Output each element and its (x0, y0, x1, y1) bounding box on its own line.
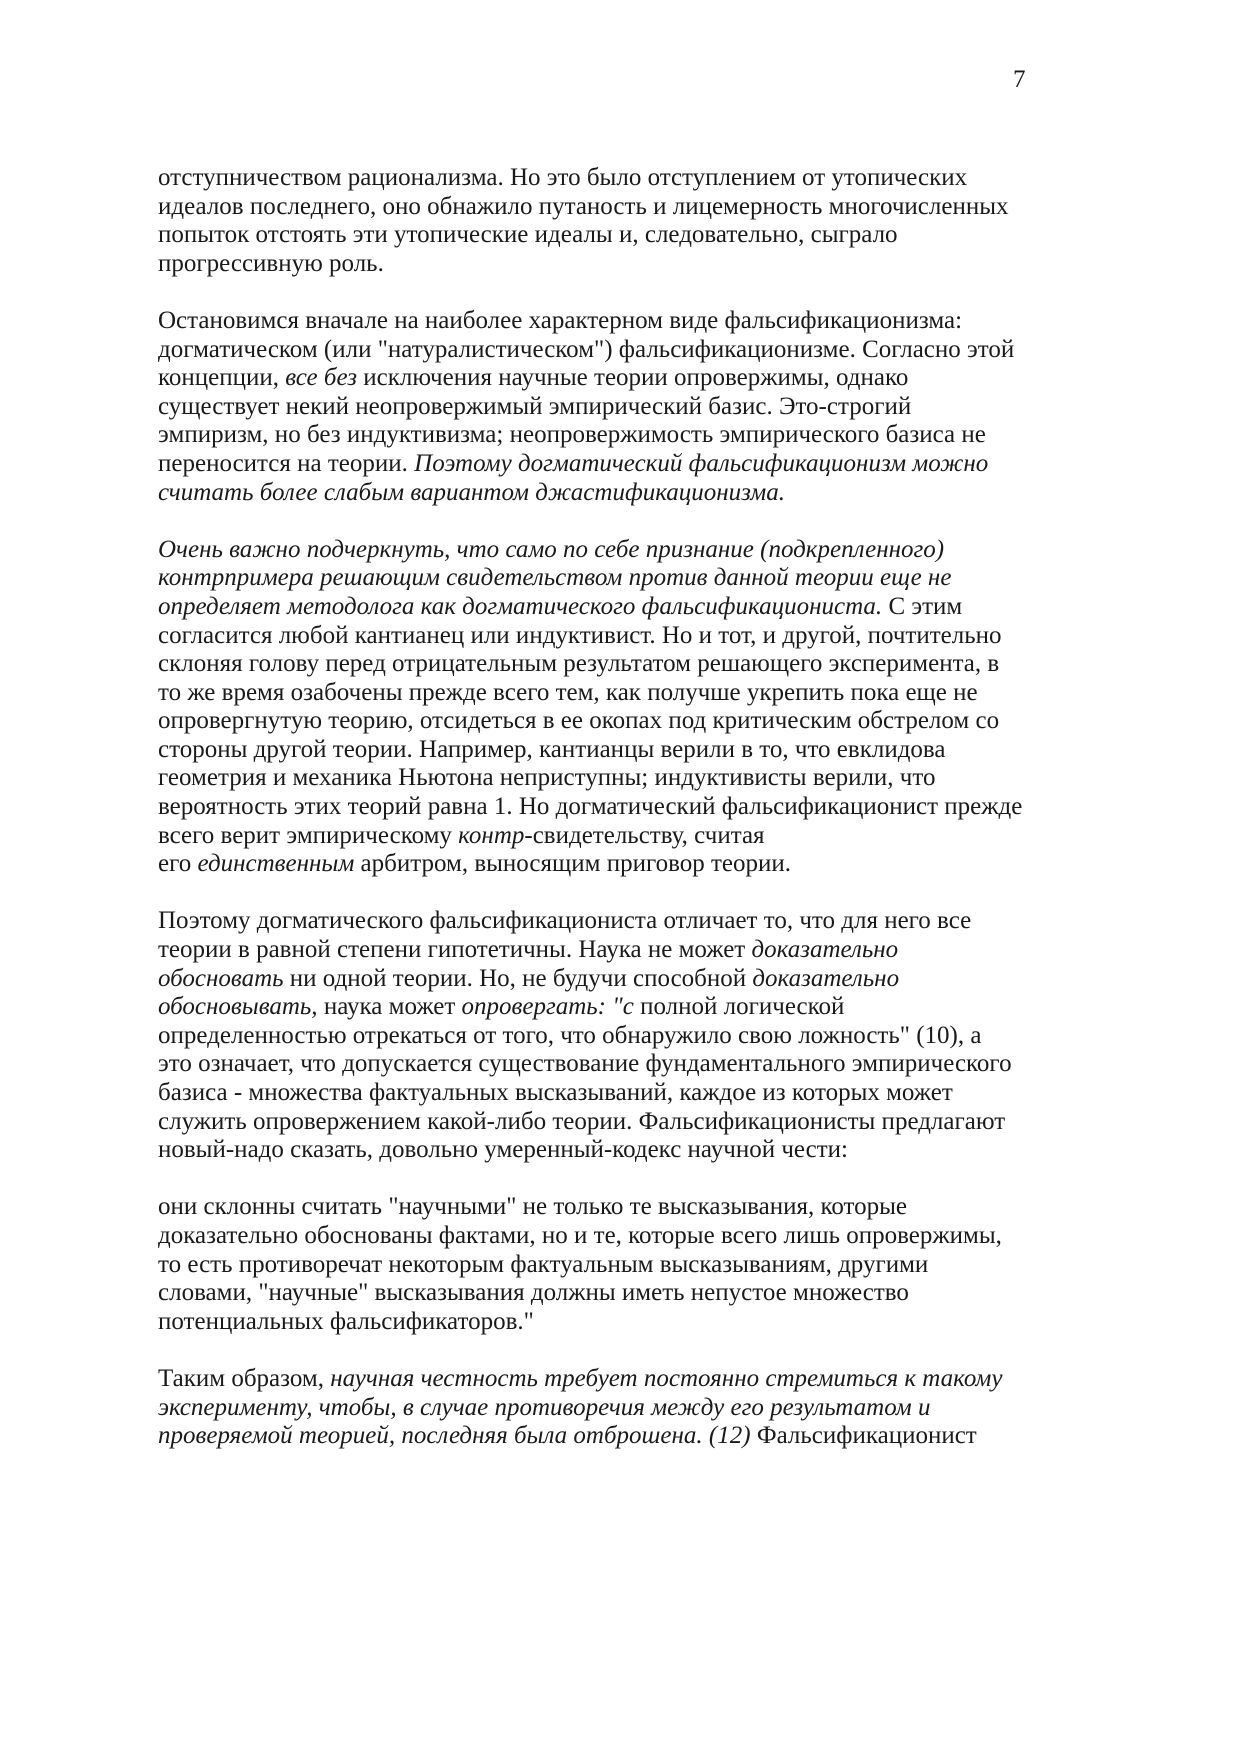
text-run: они склонны считать "научными" не только те высказывания, которые (158, 1193, 908, 1221)
text-run: потенциальных фальсификаторов." (158, 1307, 534, 1335)
text-line (158, 421, 1158, 450)
paragraph (158, 536, 1158, 879)
text-line (158, 1308, 1158, 1337)
text-line (158, 164, 1158, 193)
text-line (158, 536, 1158, 565)
text-line (158, 193, 1158, 222)
text-run: переносится на теории. (158, 449, 415, 477)
text-run: Остановимся вначале на наиболее характерном виде фальсификационизма: (158, 306, 963, 334)
text-line (158, 650, 1158, 679)
text-run: служить опровержением какой-либо теории. Фальсификационисты предлагают (158, 1107, 1006, 1135)
text-run: Таким образом, (158, 1364, 331, 1392)
text-run: геометрия и механика Ньютона неприступны; индуктивисты верили, что (158, 764, 936, 792)
text-run: теории в равной степени гипотетичны. Наука не может (158, 936, 752, 964)
page-number: 7 (1013, 66, 1026, 93)
text-run: наука может (317, 993, 462, 1021)
text-line (158, 622, 1158, 651)
text-run: полной логической (633, 993, 845, 1021)
text-line (158, 307, 1158, 336)
italic-text-run: единственным (197, 850, 355, 878)
italic-text-run: научная честность требует постоянно стремиться к такому (330, 1364, 1003, 1392)
text-run: эмпиризм, но без индуктивизма; неопровержимость эмпирического базиса не (158, 421, 986, 449)
text-line (158, 936, 1158, 965)
text-line (158, 907, 1158, 936)
text-line (158, 1079, 1158, 1108)
text-line (158, 793, 1158, 822)
text-line (158, 736, 1158, 765)
body-text (158, 164, 1158, 1479)
text-run: словами, "научные" высказывания должны иметь непустое множество (158, 1279, 909, 1307)
italic-text-run: обосновать (158, 964, 284, 992)
text-line (158, 1193, 1158, 1222)
text-line (158, 1222, 1158, 1251)
italic-text-run: проверяемой теорией, последняя была отброшена. (12) (158, 1422, 751, 1450)
text-line (158, 1108, 1158, 1137)
text-line (158, 1050, 1158, 1079)
text-run: прогрессивную роль. (158, 249, 384, 277)
italic-text-run: эксперименту, чтобы, в случае противоречия между его результатом и (158, 1393, 931, 1421)
text-run: базиса - множества фактуальных высказываний, каждое из которых может (158, 1079, 953, 1106)
text-line (158, 993, 1158, 1022)
text-run: арбитром, выносящим приговор теории. (354, 850, 792, 878)
text-line (158, 1136, 1158, 1165)
text-line (158, 822, 1158, 851)
italic-text-run: доказательно (752, 964, 900, 992)
text-line (158, 250, 1158, 279)
text-run: это означает, что допускается существование фундаментального эмпирического (158, 1050, 1012, 1078)
italic-text-run: обосновывать, (158, 993, 318, 1021)
text-run: склоняя голову перед отрицательным результатом решающего эксперимента, в (158, 650, 1000, 678)
text-line (158, 1365, 1158, 1394)
paragraph (158, 907, 1158, 1164)
italic-text-run: доказательно (751, 936, 899, 964)
italic-text-run: все без (285, 364, 357, 392)
text-line (158, 707, 1158, 736)
text-line (158, 479, 1158, 508)
text-line (158, 564, 1158, 593)
text-run: концепции, (158, 364, 286, 392)
italic-text-run: контр (458, 821, 525, 849)
text-line (158, 393, 1158, 422)
paragraph (158, 307, 1158, 507)
text-line (158, 450, 1158, 479)
text-run: догматическом (или "натуралистическом") фальсификационизме. Согласно этой (158, 335, 1015, 363)
paragraph (158, 1193, 1158, 1336)
text-line (158, 1022, 1158, 1051)
text-run: Поэтому догматического фальсификациониста отличает то, что для него все (158, 907, 972, 935)
text-run: идеалов последнего, оно обнажило путаность и лицемерность многочисленных (158, 192, 1009, 220)
text-line (158, 679, 1158, 708)
text-run: согласится любой кантианец или индуктивист. Но и тот, и другой, почтительно (158, 621, 1002, 649)
text-line (158, 1279, 1158, 1308)
text-line (158, 850, 1158, 879)
text-run: вероятность этих теорий равна 1. Но догматический фальсификационист прежде (158, 793, 1023, 821)
text-run: всего верит эмпирическому (158, 821, 459, 849)
text-run: опровергнутую теорию, отсидеться в ее окопах под критическим обстрелом со (158, 707, 1000, 735)
text-run: ни одной теории. Но, не будучи способной (283, 964, 753, 992)
text-run: то есть противоречат некоторым фактуальным высказываниям, другими (158, 1250, 929, 1278)
text-run: определенностью отрекаться от того, что обнаружило свою ложность" (10), а (158, 1021, 982, 1049)
text-line (158, 364, 1158, 393)
text-line (158, 221, 1158, 250)
text-line (158, 1422, 1158, 1451)
italic-text-run: контрпримера решающим свидетельством против данной теории еще не (158, 564, 952, 592)
text-run: доказательно обоснованы фактами, но и те, которые всего лишь опровержимы, (158, 1221, 1002, 1249)
italic-text-run: опровергать: "с (461, 993, 634, 1021)
italic-text-run: определяет методолога как догматического фальсификациониста. (158, 592, 883, 620)
text-line (158, 764, 1158, 793)
text-run: исключения научные теории опровержимы, однако (356, 364, 909, 392)
paragraph (158, 164, 1158, 278)
text-run: Фальсификационист (750, 1422, 977, 1450)
text-run: существует некий неопровержимый эмпирический базис. Это-строгий (158, 392, 912, 420)
text-run: новый-надо сказать, довольно умеренный-кодекс научной чести: (158, 1136, 848, 1164)
text-run: попыток отстоять эти утопические идеалы и, следовательно, сыграло (158, 221, 898, 249)
text-run: -свидетельству, считая (524, 821, 765, 849)
italic-text-run: считать более слабым вариантом джастификационизма. (158, 478, 786, 506)
text-run: С этим (882, 592, 963, 620)
text-run: отступничеством рационализма. Но это было отступлением от утопических (158, 164, 968, 191)
text-line (158, 593, 1158, 622)
text-line (158, 1394, 1158, 1423)
text-run: его (158, 850, 198, 878)
text-line (158, 336, 1158, 365)
text-run: то же время озабочены прежде всего тем, как получше укрепить пока еще не (158, 678, 978, 706)
paragraph (158, 1365, 1158, 1451)
italic-text-run: Очень важно подчеркнуть, что само по себе признание (подкрепленного) (158, 535, 945, 563)
text-run: стороны другой теории. Например, кантианцы верили в то, что евклидова (158, 735, 946, 763)
italic-text-run: Поэтому догматический фальсификационизм можно (414, 449, 989, 477)
text-line (158, 1251, 1158, 1280)
text-line (158, 965, 1158, 994)
